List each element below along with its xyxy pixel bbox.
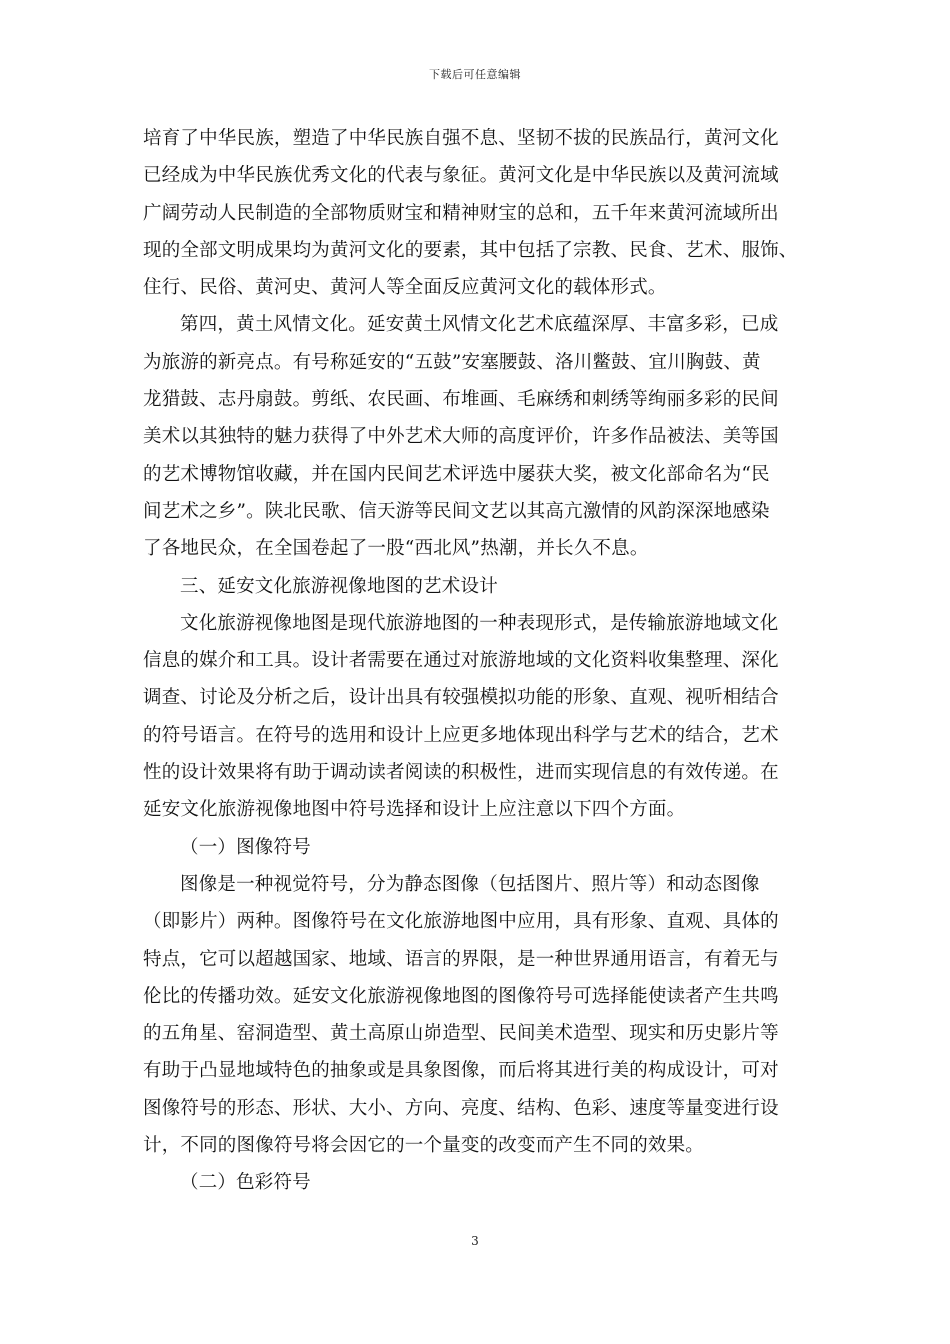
text-line: 特点，它可以超越国家、地域、语言的界限，是一种世界通用语言，有着无与 xyxy=(143,948,779,970)
text-line: 第四，黄土风情文化。延安黄土风情文化艺术底蕴深厚、丰富多彩，已成 xyxy=(180,314,779,336)
text-line: 已经成为中华民族优秀文化的代表与象征。黄河文化是中华民族以及黄河流域 xyxy=(143,165,779,187)
text-line: 为旅游的新亮点。有号称延安的“五鼓”安塞腰鼓、洛川鳖鼓、宜川胸鼓、黄 xyxy=(143,351,761,373)
text-line: 住行、民俗、黄河史、黄河人等全面反应黄河文化的载体形式。 xyxy=(143,277,667,299)
text-line: （一）图像符号 xyxy=(180,836,311,858)
text-line: 伦比的传播功效。延安文化旅游视像地图的图像符号可选择能使读者产生共鸣 xyxy=(143,985,779,1007)
text-line: 的艺术博物馆收藏，并在国内民间艺术评选中屡获大奖，被文化部命名为“民 xyxy=(143,463,770,485)
text-line: 培育了中华民族，塑造了中华民族自强不息、坚韧不拔的民族品行，黄河文化 xyxy=(143,128,779,149)
text-line: 龙猎鼓、志丹扇鼓。剪纸、农民画、布堆画、毛麻绣和刺绣等绚丽多彩的民间 xyxy=(143,389,779,411)
text-line: 信息的媒介和工具。设计者需要在通过对旅游地域的文化资料收集整理、深化 xyxy=(143,650,779,672)
text-line: 现的全部文明成果均为黄河文化的要素，其中包括了宗教、民食、艺术、服饰、 xyxy=(143,239,798,261)
text-line: 有助于凸显地域特色的抽象或是具象图像，而后将其进行美的构成设计，可对 xyxy=(143,1060,779,1082)
text-line: 间艺术之乡”。陕北民歌、信天游等民间文艺以其高亢激情的风韵深深地感染 xyxy=(143,500,770,522)
text-line: 延安文化旅游视像地图中符号选择和设计上应注意以下四个方面。 xyxy=(143,799,686,821)
text-line: 了各地民众，在全国卷起了一股“西北风”热潮，并长久不息。 xyxy=(143,538,649,560)
page-header: 下载后可任意编辑 xyxy=(429,68,521,81)
text-line: 的符号语言。在符号的选用和设计上应更多地体现出科学与艺术的结合，艺术 xyxy=(143,724,779,746)
text-line: 调查、讨论及分析之后，设计出具有较强模拟功能的形象、直观、视听相结合 xyxy=(143,687,779,709)
text-line: 三、延安文化旅游视像地图的艺术设计 xyxy=(180,575,498,597)
text-line: 的五角星、窑洞造型、黄土高原山峁造型、民间美术造型、现实和历史影片等 xyxy=(143,1023,779,1045)
text-line: （即影片）两种。图像符号在文化旅游地图中应用，具有形象、直观、具体的 xyxy=(143,911,779,933)
text-line: 文化旅游视像地图是现代旅游地图的一种表现形式，是传输旅游地域文化 xyxy=(180,612,779,634)
text-line: 广阔劳动人民制造的全部物质财宝和精神财宝的总和，五千年来黄河流域所出 xyxy=(143,202,779,224)
text-line: 图像符号的形态、形状、大小、方向、亮度、结构、色彩、速度等量变进行设 xyxy=(143,1097,779,1119)
text-line: 计，不同的图像符号将会因它的一个量变的改变而产生不同的效果。 xyxy=(143,1135,705,1157)
text-line: 美术以其独特的魅力获得了中外艺术大师的高度评价，许多作品被法、美等国 xyxy=(143,426,779,448)
text-line: （二）色彩符号 xyxy=(180,1172,311,1194)
text-line: 性的设计效果将有助于调动读者阅读的积极性，进而实现信息的有效传递。在 xyxy=(143,762,779,784)
text-line: 图像是一种视觉符号，分为静态图像（包括图片、照片等）和动态图像 xyxy=(180,873,760,895)
document-body xyxy=(143,120,808,1202)
page-number: 3 xyxy=(471,1234,479,1248)
